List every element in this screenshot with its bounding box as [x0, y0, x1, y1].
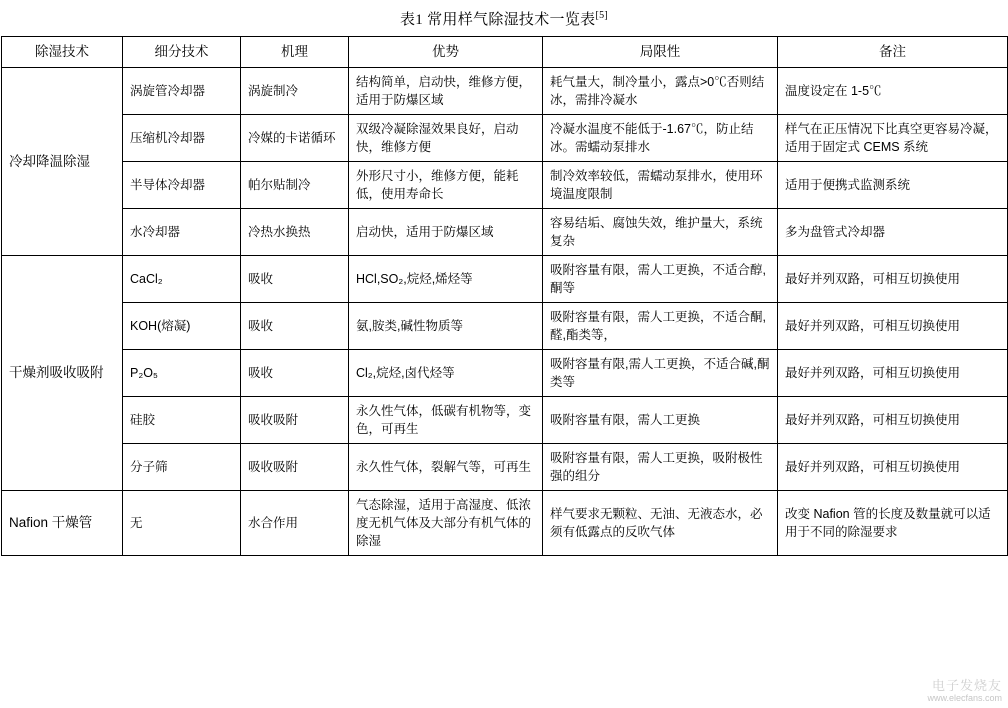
watermark-brand: 电子发烧友 [931, 678, 1002, 693]
cell-remark: 样气在正压情况下比真空更容易冷凝，适用于固定式 CEMS 系统 [778, 115, 1008, 162]
cell-advantage: 永久性气体，裂解气等，可再生 [349, 444, 543, 491]
cell-mechanism: 涡旋制冷 [241, 68, 349, 115]
table-body [2, 68, 1008, 556]
cell-advantage: 双级冷凝除湿效果良好，启动快，维修方便 [349, 115, 543, 162]
cell-subtechnology: 涡旋管冷却器 [123, 68, 241, 115]
table-row [2, 209, 1008, 256]
group-label-cooling: 冷却降温除湿 [2, 68, 123, 256]
cell-mechanism: 吸收吸附 [241, 397, 349, 444]
table-row [2, 68, 1008, 115]
table-caption-text: 表1 常用样气除湿技术一览表 [399, 12, 596, 28]
cell-subtechnology: 分子筛 [123, 444, 241, 491]
header-cell-limitation: 局限性 [543, 37, 778, 68]
cell-mechanism: 冷热水换热 [241, 209, 349, 256]
watermark-url: www.elecfans.com [927, 693, 1002, 703]
cell-advantage: Cl₂,烷烃,卤代烃等 [349, 350, 543, 397]
table-header-row [2, 37, 1008, 68]
table-caption-reference: [5] [595, 10, 608, 21]
cell-limitation: 吸附容量有限，需人工更换，不适合醇,酮等 [543, 256, 778, 303]
cell-remark: 适用于便携式监测系统 [778, 162, 1008, 209]
cell-mechanism: 吸收 [241, 303, 349, 350]
group-label-desiccant: 干燥剂吸收吸附 [2, 256, 123, 491]
table-row [2, 303, 1008, 350]
cell-advantage: HCl,SO₂,烷烃,烯烃等 [349, 256, 543, 303]
table-row [2, 256, 1008, 303]
cell-limitation: 吸附容量有限，需人工更换，吸附极性强的组分 [543, 444, 778, 491]
header-cell-technology: 除湿技术 [2, 37, 123, 68]
cell-subtechnology: 半导体冷却器 [123, 162, 241, 209]
cell-limitation: 吸附容量有限，需人工更换，不适合酮,醛,酯类等， [543, 303, 778, 350]
cell-limitation: 吸附容量有限,需人工更换，不适合碱,酮类等 [543, 350, 778, 397]
cell-advantage: 永久性气体，低碳有机物等，变色，可再生 [349, 397, 543, 444]
cell-subtechnology: 硅胶 [123, 397, 241, 444]
cell-mechanism: 吸收 [241, 256, 349, 303]
cell-limitation: 容易结垢、腐蚀失效，维护量大，系统复杂 [543, 209, 778, 256]
cell-subtechnology: P₂O₅ [123, 350, 241, 397]
header-cell-remark: 备注 [778, 37, 1008, 68]
cell-advantage: 结构简单，启动快，维修方便，适用于防爆区域 [349, 68, 543, 115]
cell-mechanism: 水合作用 [241, 491, 349, 556]
dehumidification-technology-table [1, 36, 1008, 556]
table-header-row-group [2, 37, 1008, 68]
cell-subtechnology: CaCl₂ [123, 256, 241, 303]
table-row [2, 162, 1008, 209]
cell-subtechnology: KOH(熔凝) [123, 303, 241, 350]
table-row [2, 397, 1008, 444]
header-cell-mechanism: 机理 [241, 37, 349, 68]
cell-advantage: 氨,胺类,碱性物质等 [349, 303, 543, 350]
cell-advantage: 外形尺寸小，维修方便，能耗低，使用寿命长 [349, 162, 543, 209]
cell-remark: 改变 Nafion 管的长度及数量就可以适用于不同的除湿要求 [778, 491, 1008, 556]
cell-advantage: 启动快，适用于防爆区域 [349, 209, 543, 256]
cell-remark: 多为盘管式冷却器 [778, 209, 1008, 256]
cell-limitation: 耗气量大，制冷量小，露点>0℃否则结冰，需排冷凝水 [543, 68, 778, 115]
table-row [2, 491, 1008, 556]
cell-subtechnology: 无 [123, 491, 241, 556]
cell-limitation: 吸附容量有限，需人工更换 [543, 397, 778, 444]
watermark [927, 680, 1002, 704]
table-row [2, 444, 1008, 491]
header-cell-subtechnology: 细分技术 [123, 37, 241, 68]
table-row [2, 350, 1008, 397]
cell-remark: 温度设定在 1-5℃ [778, 68, 1008, 115]
cell-remark: 最好并列双路，可相互切换使用 [778, 303, 1008, 350]
cell-remark: 最好并列双路，可相互切换使用 [778, 444, 1008, 491]
cell-mechanism: 吸收 [241, 350, 349, 397]
cell-limitation: 冷凝水温度不能低于-1.67℃，防止结冰。需蠕动泵排水 [543, 115, 778, 162]
cell-subtechnology: 水冷却器 [123, 209, 241, 256]
cell-advantage: 气态除湿，适用于高湿度、低浓度无机气体及大部分有机气体的除湿 [349, 491, 543, 556]
cell-limitation: 样气要求无颗粒、无油、无液态水，必须有低露点的反吹气体 [543, 491, 778, 556]
cell-subtechnology: 压缩机冷却器 [123, 115, 241, 162]
group-label-nafion: Nafion 干燥管 [2, 491, 123, 556]
header-cell-advantage: 优势 [349, 37, 543, 68]
cell-remark: 最好并列双路，可相互切换使用 [778, 256, 1008, 303]
cell-mechanism: 帕尔贴制冷 [241, 162, 349, 209]
table-caption [0, 0, 1008, 36]
cell-limitation: 制冷效率较低，需蠕动泵排水，使用环境温度限制 [543, 162, 778, 209]
table-row [2, 115, 1008, 162]
cell-remark: 最好并列双路，可相互切换使用 [778, 350, 1008, 397]
cell-mechanism: 冷媒的卡诺循环 [241, 115, 349, 162]
cell-remark: 最好并列双路，可相互切换使用 [778, 397, 1008, 444]
cell-mechanism: 吸收吸附 [241, 444, 349, 491]
